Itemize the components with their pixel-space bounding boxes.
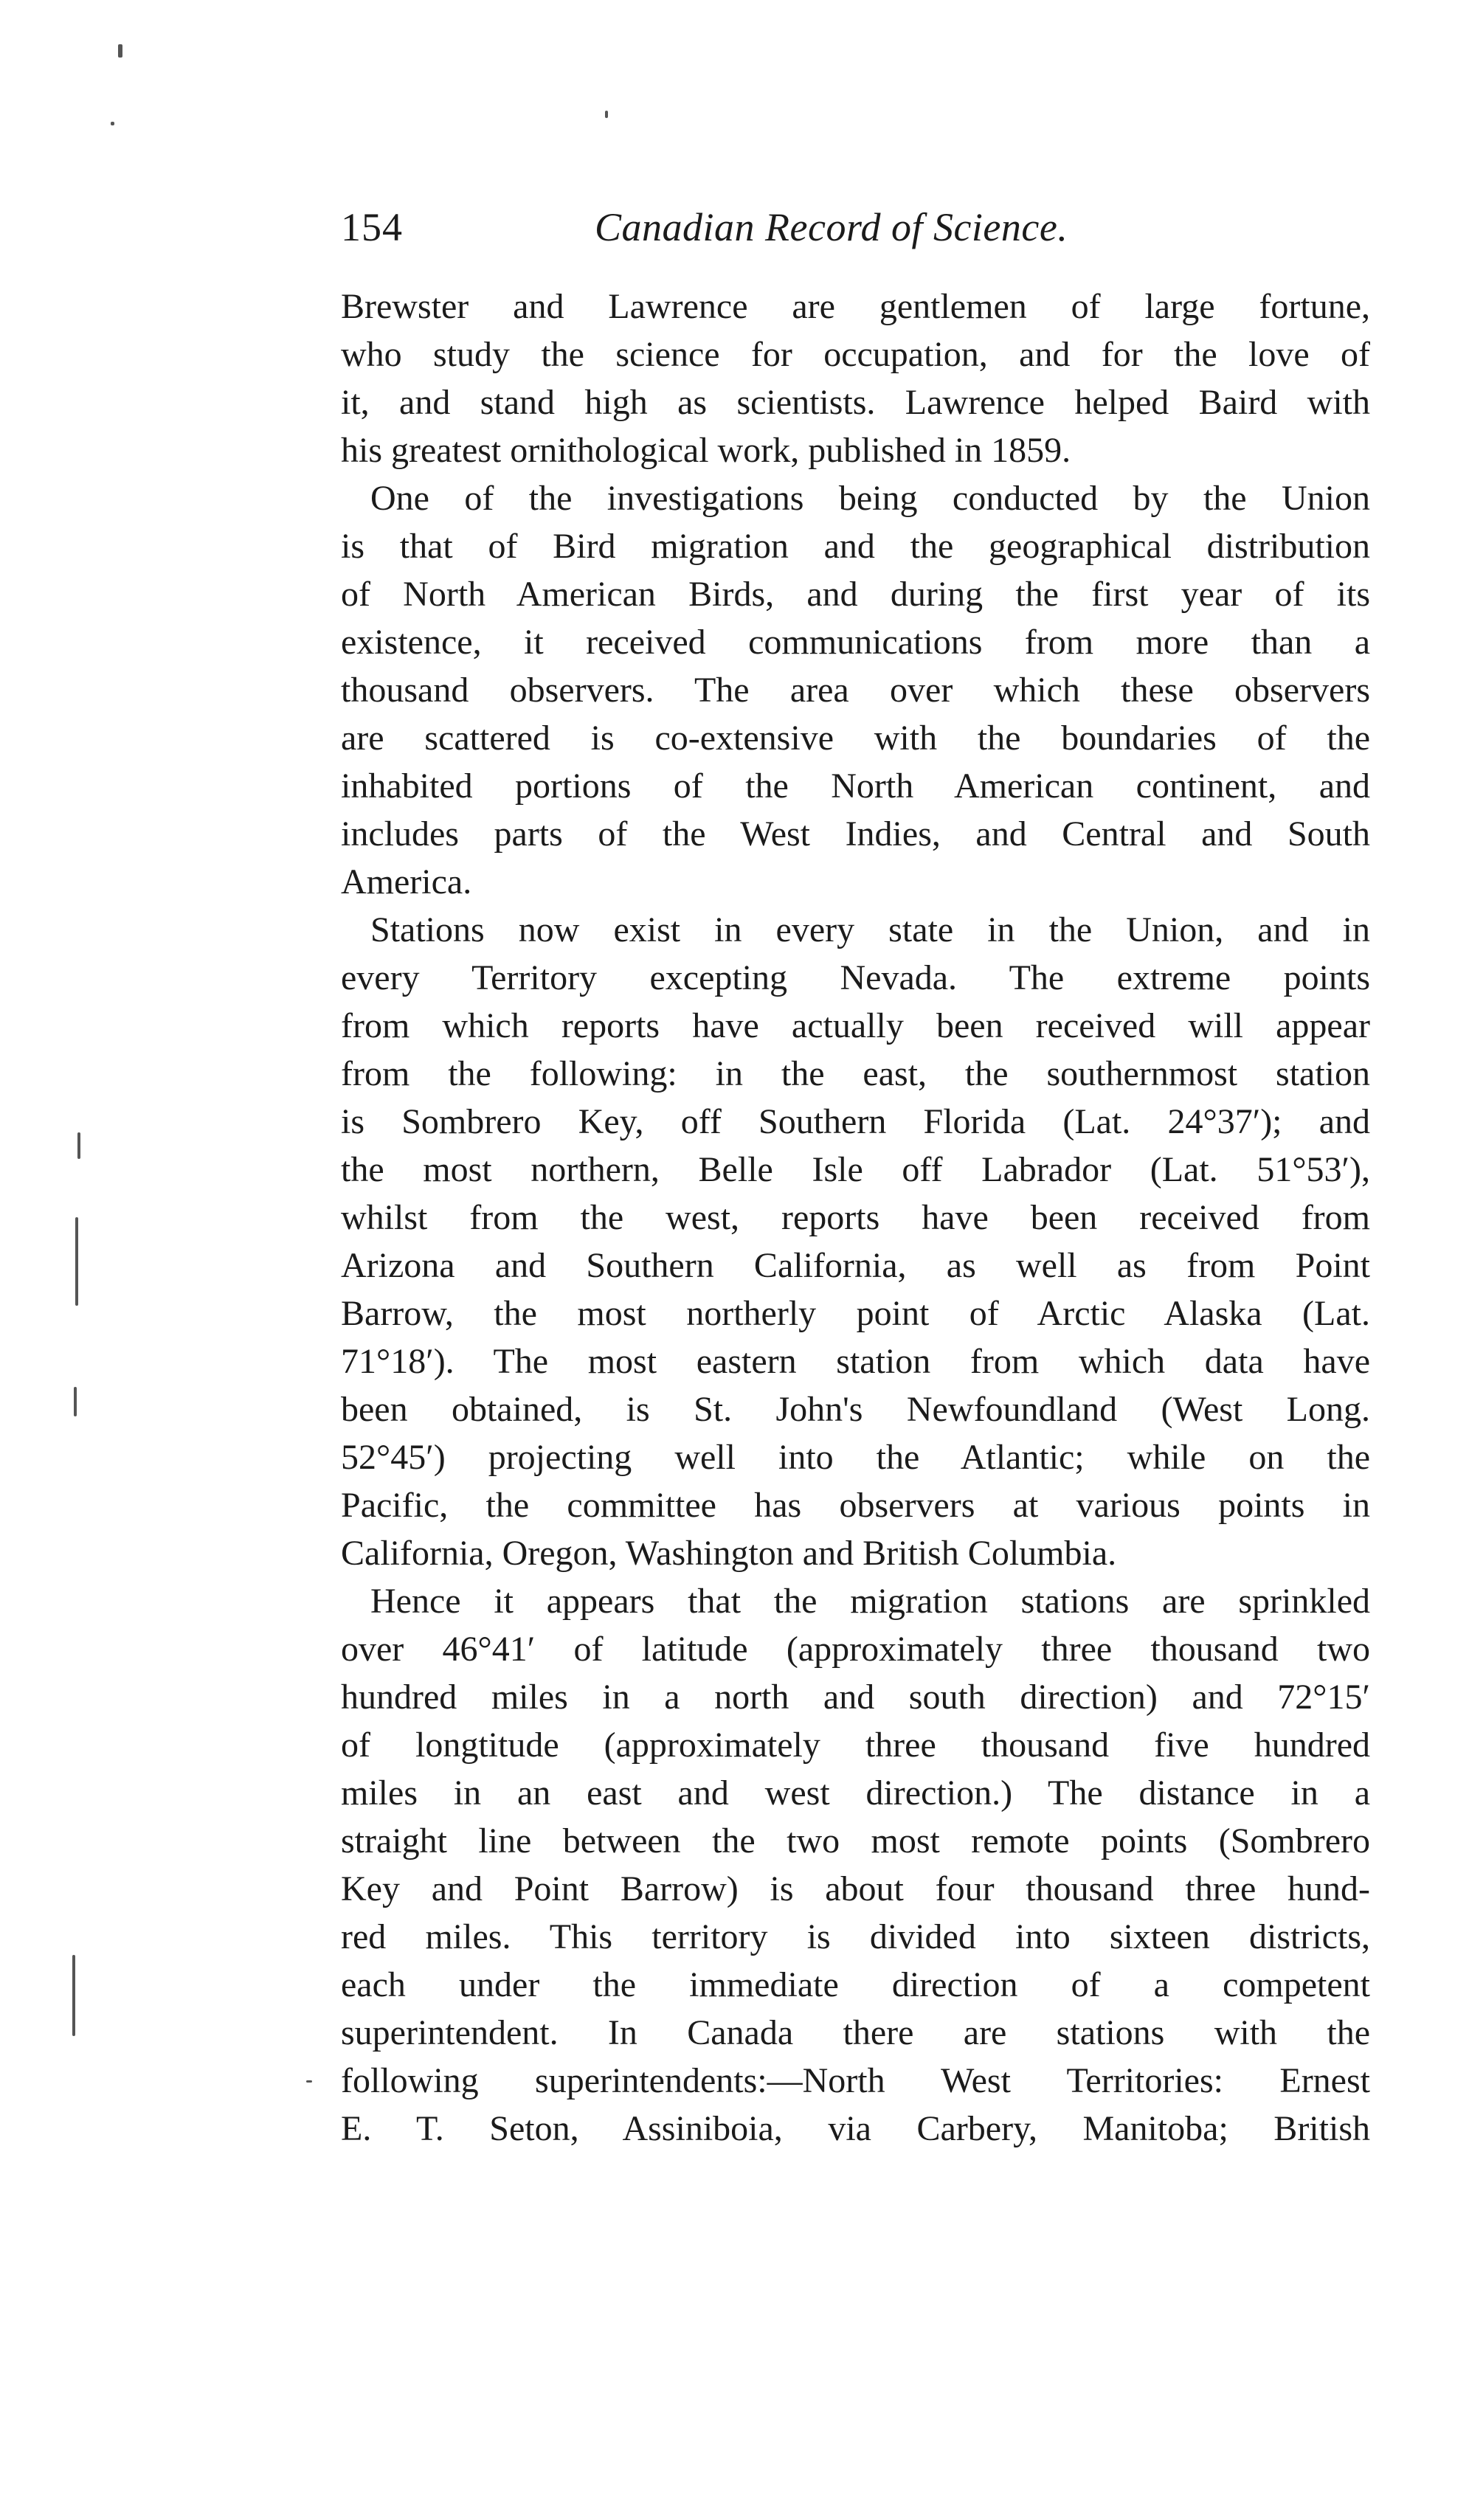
text-line: Key and Point Barrow) is about four thousand three hund-	[341, 1869, 1370, 1908]
text-line: over 46°41′ of latitude (approximately three thousand two	[341, 1630, 1370, 1669]
text-line: 52°45′) projecting well into the Atlantic; while on the	[341, 1438, 1370, 1477]
running-head	[341, 198, 1374, 257]
text-line: Stations now exist in every state in the Union, and in	[370, 910, 1370, 949]
text-line: each under the immediate direction of a competent	[341, 1965, 1370, 2004]
text-line: thousand observers. The area over which these observers	[341, 671, 1370, 710]
text-line: straight line between the two most remote points (Sombrero	[341, 1821, 1370, 1860]
text-line: existence, it received communications from more than a	[341, 623, 1370, 662]
text-line: of longtitude (approximately three thousand five hundred	[341, 1725, 1370, 1765]
text-line: hundred miles in a north and south direction) and 72°15′	[341, 1678, 1370, 1717]
text-line: are scattered is co-extensive with the boundaries of the	[341, 719, 1370, 758]
margin-speck	[605, 111, 608, 118]
margin-speck	[77, 1132, 80, 1159]
text-line: every Territory excepting Nevada. The extreme points	[341, 958, 1370, 997]
text-line: from the following: in the east, the southernmost station	[341, 1054, 1370, 1093]
text-line: One of the investigations being conducted by the Union	[370, 479, 1370, 518]
page-number: 154	[341, 205, 403, 249]
text-line: miles in an east and west direction.) The distance in a	[341, 1773, 1370, 1813]
margin-speck	[75, 1217, 78, 1306]
text-line: superintendent. In Canada there are stations with the	[341, 2013, 1370, 2052]
text-line: whilst from the west, reports have been received from	[341, 1198, 1370, 1237]
text-line: Barrow, the most northerly point of Arctic Alaska (Lat.	[341, 1294, 1370, 1333]
text-line: the most northern, Belle Isle off Labrador (Lat. 51°53′),	[341, 1150, 1370, 1189]
text-line: inhabited portions of the North American continent, and	[341, 766, 1370, 806]
text-line: Pacific, the committee has observers at various points in	[341, 1486, 1370, 1525]
text-line: from which reports have actually been received will appear	[341, 1006, 1370, 1045]
journal-title: Canadian Record of Science.	[595, 205, 1068, 249]
text-line: red miles. This territory is divided into sixteen districts,	[341, 1917, 1370, 1956]
text-line: been obtained, is St. John's Newfoundland (West Long.	[341, 1390, 1370, 1429]
text-line: Arizona and Southern California, as well as from Point	[341, 1246, 1370, 1285]
text-line: 71°18′). The most eastern station from which data have	[341, 1342, 1370, 1381]
margin-speck	[111, 122, 114, 125]
text-line: of North American Birds, and during the first year of its	[341, 575, 1370, 614]
text-line: is that of Bird migration and the geographical distribution	[341, 527, 1370, 566]
text-line: his greatest ornithological work, published in 1859.	[341, 431, 1071, 470]
text-line: who study the science for occupation, and for the love of	[341, 335, 1370, 374]
text-line: it, and stand high as scientists. Lawrence helped Baird with	[341, 383, 1370, 422]
text-line: is Sombrero Key, off Southern Florida (Lat. 24°37′); and	[341, 1102, 1370, 1141]
text-line: E. T. Seton, Assiniboia, via Carbery, Manitoba; British	[341, 2109, 1370, 2148]
text-line: Hence it appears that the migration stations are sprinkled	[370, 1582, 1370, 1621]
margin-speck	[72, 1955, 75, 2036]
text-line: Brewster and Lawrence are gentlemen of large fortune,	[341, 287, 1370, 326]
text-line: America.	[341, 862, 472, 901]
text-line: includes parts of the West Indies, and Central and South	[341, 814, 1370, 854]
margin-speck	[118, 44, 122, 58]
margin-speck	[306, 2080, 312, 2083]
text-line: following superintendents:—North West Territories: Ernest	[341, 2061, 1370, 2100]
body-text	[341, 283, 1370, 2153]
text-line: California, Oregon, Washington and British Columbia.	[341, 1534, 1117, 1573]
margin-speck	[74, 1387, 77, 1416]
